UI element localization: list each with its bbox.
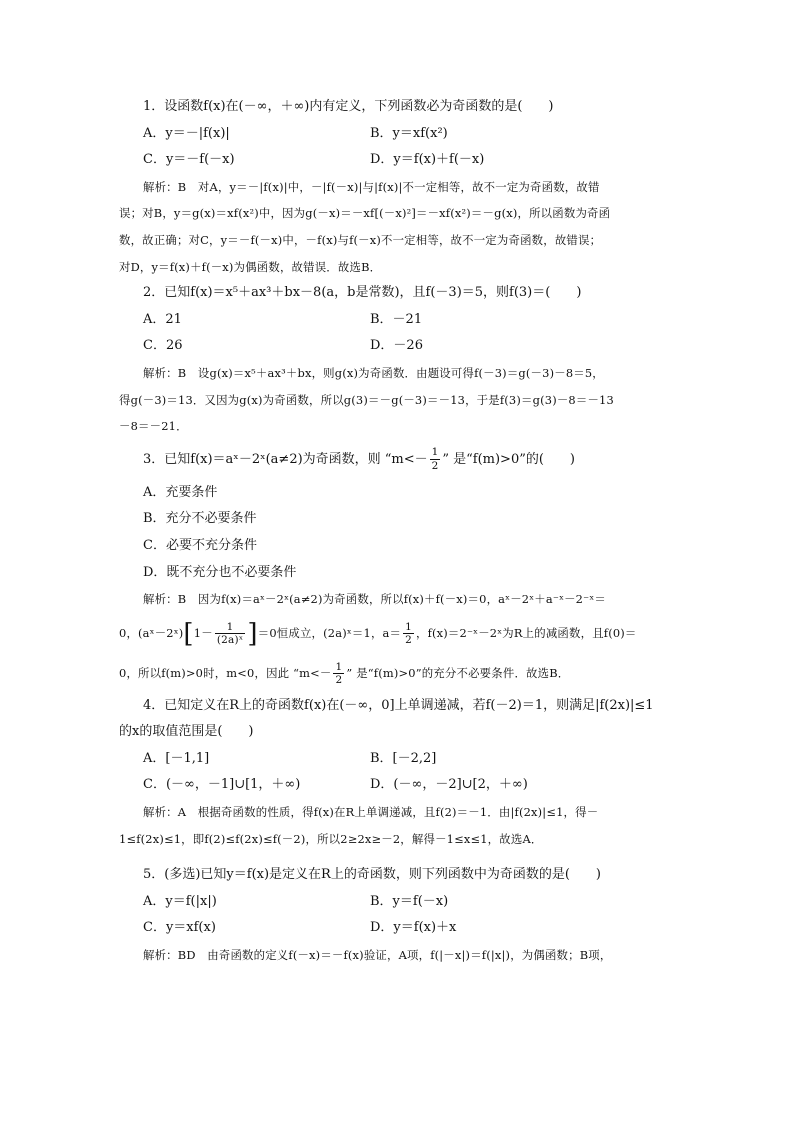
fraction-numerator: 1 xyxy=(431,446,439,459)
solution-text: ，f(x)＝2⁻ˣ－2ˣ为R上的减函数，且f(0)＝ xyxy=(416,625,637,640)
question-2-solution-line: 得g(－3)＝13．又因为g(x)为奇函数，所以g(3)＝－g(－3)＝－13，于是f(3)＝g(3)－8＝－13 xyxy=(119,392,614,407)
fraction xyxy=(403,622,414,646)
solution-text: ” 是“f(m)>0”的充分不必要条件．故选B． xyxy=(346,665,570,680)
fraction xyxy=(430,447,441,471)
fraction-denominator: 2 xyxy=(431,459,439,472)
question-4-solution-line: 解析：A 根据奇函数的性质，得f(x)在R上单调递减，且f(2)＝－1．由|f(2x)|≤1，得－ xyxy=(143,805,599,820)
option-b: B．充分不必要条件 xyxy=(143,511,257,527)
option-b: B．[－2,2] xyxy=(370,750,437,766)
option-b: B．y＝f(－x) xyxy=(370,893,449,909)
fraction xyxy=(333,662,344,686)
worksheet-content xyxy=(119,94,676,969)
question-2-options-row-2 xyxy=(119,333,676,360)
option-a: A．充要条件 xyxy=(143,484,218,500)
fraction-numerator: 1 xyxy=(405,620,413,633)
question-5-options-row-1 xyxy=(119,889,676,916)
option-a: A．21 xyxy=(143,311,182,327)
question-4-stem: 4．已知定义在R上的奇函数f(x)在(－∞，0]上单调递减，若f(－2)＝1，则满足|f(2x)|≤1 xyxy=(143,697,654,713)
question-4-options-row-2 xyxy=(119,772,676,799)
question-3-solution-line: 解析：B 因为f(x)＝aˣ－2ˣ(a≠2)为奇函数，所以f(x)＋f(－x)＝0，aˣ－2ˣ＋a⁻ˣ－2⁻ˣ＝ xyxy=(143,592,606,607)
option-c: C．y＝－f(－x) xyxy=(143,152,235,168)
option-c: C．y＝xf(x) xyxy=(143,920,216,936)
question-3-solution-line xyxy=(119,653,676,693)
stem-text: 3．已知f(x)＝aˣ－2ˣ(a≠2)为奇函数，则 “m<－ xyxy=(143,451,428,467)
option-d: D．y＝f(x)＋x xyxy=(370,920,457,936)
option-d: D．y＝f(x)＋f(－x) xyxy=(370,152,485,168)
left-bracket: [ xyxy=(183,618,194,649)
question-1-solution-line: 解析：B 对A，y＝－|f(x)|中，－|f(－x)|与|f(x)|不一定相等，故不一定为奇函数，故错 xyxy=(143,179,600,194)
solution-text: 1－ xyxy=(193,625,213,640)
question-3-stem xyxy=(143,440,676,480)
stem-text: ” 是“f(m)>0”的( ) xyxy=(442,451,576,467)
fraction-numerator: 1 xyxy=(335,660,343,673)
question-5-stem: 5．(多选)已知y＝f(x)是定义在R上的奇函数，则下列函数中为奇函数的是( ) xyxy=(143,867,601,883)
fraction xyxy=(215,622,246,646)
fraction-denominator: (2a)ˣ xyxy=(216,634,244,647)
question-1-options-row-1 xyxy=(119,121,676,148)
option-d: D．既不充分也不必要条件 xyxy=(143,564,297,580)
right-bracket: ] xyxy=(247,618,258,649)
question-1-solution-line: 数，故正确；对C，y＝－f(－x)中，－f(x)与f(－x)不一定相等，故不一定为奇函数，故错误； xyxy=(119,232,602,247)
option-c: C．(－∞，－1]∪[1，＋∞) xyxy=(143,777,301,793)
question-4-options-row-1 xyxy=(119,746,676,773)
option-a: A．y＝－|f(x)| xyxy=(143,125,230,141)
section-gap xyxy=(119,852,676,862)
question-5-solution-line: 解析：BD 由奇函数的定义f(－x)＝－f(x)验证，A项，f(|－x|)＝f(|x|)，为偶函数；B项， xyxy=(143,948,612,963)
fraction-denominator: 2 xyxy=(405,634,413,647)
question-2-options-row-1 xyxy=(119,307,676,334)
question-5-options-row-2 xyxy=(119,915,676,942)
question-2-solution-line: －8＝－21． xyxy=(119,419,188,434)
question-1-stem: 1．设函数f(x)在(－∞，＋∞)内有定义，下列函数必为奇函数的是( ) xyxy=(143,99,554,114)
fraction-denominator: 2 xyxy=(335,674,343,687)
question-1-solution-line: 误；对B，y＝g(x)＝xf(x²)中，因为g(－x)＝－xf[(－x)²]＝－xf(x²)＝－g(x)，所以函数为奇函 xyxy=(119,206,611,221)
question-2-stem: 2．已知f(x)＝x⁵＋ax³＋bx－8(a，b是常数)，且f(－3)＝5，则f(3)＝( ) xyxy=(143,285,582,301)
option-c: C．26 xyxy=(143,338,183,354)
fraction-numerator: 1 xyxy=(215,622,246,635)
solution-text: 0，所以f(m)>0时，m<0，因此 “m<－ xyxy=(119,665,332,680)
option-d: D．－26 xyxy=(370,338,423,354)
option-b: B．－21 xyxy=(370,311,423,327)
option-a: A．y＝f(|x|) xyxy=(143,893,217,909)
question-4-stem-continued: 的x的取值范围是( ) xyxy=(119,724,254,740)
option-b: B．y＝xf(x²) xyxy=(370,125,448,141)
question-4-solution-line: 1≤f(2x)≤1，即f(2)≤f(2x)≤f(－2)，所以2≥2x≥－2，解得－1≤x≤1，故选A． xyxy=(119,831,543,846)
question-3-solution-line xyxy=(119,613,676,653)
option-a: A．[－1,1] xyxy=(143,750,210,766)
solution-text: ＝0恒成立，(2a)ˣ＝1，a＝ xyxy=(257,625,402,640)
solution-text: 0，(aˣ－2ˣ) xyxy=(119,625,184,640)
question-2-solution-line: 解析：B 设g(x)＝x⁵＋ax³＋bx，则g(x)为奇函数．由题设可得f(－3)＝g(－3)－8＝5， xyxy=(143,365,604,380)
question-1-options-row-2 xyxy=(119,147,676,174)
question-1-solution-line: 对D，y＝f(x)＋f(－x)为偶函数，故错误．故选B． xyxy=(119,259,382,274)
option-c: C．必要不充分条件 xyxy=(143,537,257,553)
option-d: D．(－∞，－2]∪[2，＋∞) xyxy=(370,777,528,793)
